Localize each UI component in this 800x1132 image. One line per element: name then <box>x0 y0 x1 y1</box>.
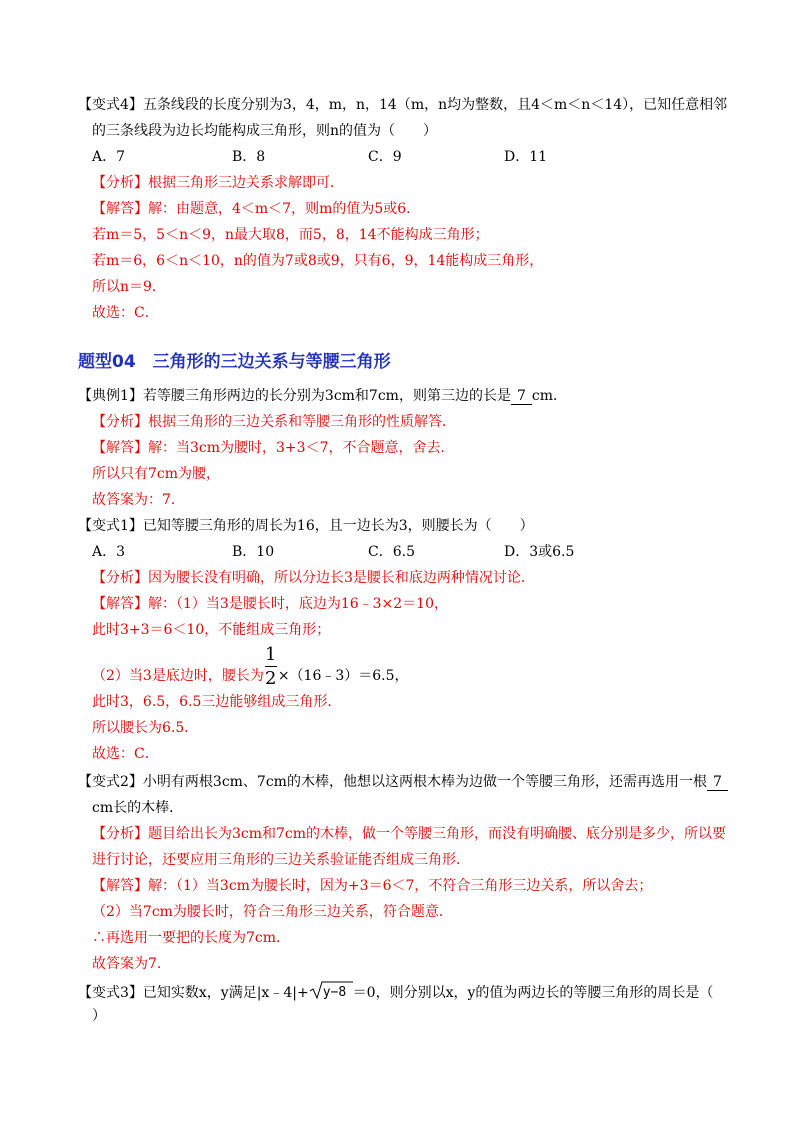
variant1-answer-line1: 【解答】解：（1）当3是腰长时，底边为16﹣3×2＝10， <box>92 596 448 612</box>
fraction-bar <box>265 666 277 667</box>
variant1-answer-line3 <box>92 666 409 686</box>
variant3-question-line1 <box>78 982 713 1003</box>
radicand: y−8 <box>322 985 347 1000</box>
variant4-answer-line1: 【解答】解：由题意，4＜m＜7，则m的值为5或6． <box>92 201 421 217</box>
variant2-analysis-line2: 进行讨论，还要应用三角形的三边关系验证能否组成三角形． <box>92 852 470 868</box>
variant3-question-text: 【变式3】已知实数x，y满足|x﹣4|+ <box>78 985 309 1001</box>
fraction-numerator: 1 <box>265 644 277 665</box>
variant4-question-line1: 【变式4】五条线段的长度分别为3，4，m，n，14（m，n均为整数，且4＜m＜n＜14），已知任意相邻 <box>78 97 728 113</box>
variant2-analysis-line1: 【分析】题目给出长为3cm和7cm的木棒，做一个等腰三角形，而没有明确腰、底分别是多少，所以要 <box>92 826 727 842</box>
example1-answer-line1: 【解答】解：当3cm为腰时，3+3＜7，不合题意，舍去． <box>92 440 455 456</box>
variant2-question-text: 【变式2】小明有两根3cm、7cm的木棒，他想以这两根木棒为边做一个等腰三角形，还需再选用一根 <box>78 774 707 790</box>
variant3-question-line2: ） <box>92 1008 106 1024</box>
example1-answer-line2: 所以只有7cm为腰， <box>92 466 221 482</box>
example1-analysis: 【分析】根据三角形的三边关系和等腰三角形的性质解答． <box>92 414 456 430</box>
one-half-fraction <box>265 644 279 690</box>
square-root-expression <box>309 982 353 1000</box>
variant2-answer-blank: 7 <box>707 774 728 791</box>
variant2-question-line2: cm长的木棒． <box>92 800 184 816</box>
variant1-question: 【变式1】已知等腰三角形的周长为16，且一边长为3，则腰长为（ ） <box>78 518 534 534</box>
variant4-answer-line2: 若m＝5，5＜n＜9，n最大取8，而5，8，14不能构成三角形； <box>92 227 489 243</box>
variant4-question-line2: 的三条线段为边长均能构成三角形，则n的值为（ ） <box>92 123 438 139</box>
variant2-answer-line4: 故答案为7． <box>92 956 171 972</box>
variant3-question-rest: ＝0，则分别以x，y的值为两边长的等腰三角形的周长是（ <box>352 985 714 1001</box>
variant2-answer-line3: ∴再选用一要把的长度为7cm． <box>92 930 291 946</box>
example1-answer-blank: 7 <box>511 388 532 405</box>
variant1-answer-line2: 此时3+3＝6＜10，不能组成三角形； <box>92 622 331 638</box>
variant1-analysis: 【分析】因为腰长没有明确，所以分边长3是腰长和底边两种情况讨论． <box>92 570 535 586</box>
example1-question-text: 【典例1】若等腰三角形两边的长分别为3cm和7cm，则第三边的长是 <box>78 388 511 404</box>
variant4-analysis: 【分析】根据三角形三边关系求解即可． <box>92 175 344 191</box>
example1-question-unit: cm． <box>531 388 567 404</box>
variant1-answer-line4: 此时3，6.5，6.5三边能够组成三角形． <box>92 694 342 710</box>
example1-answer-line3: 故答案为：7． <box>92 492 185 508</box>
variant4-option-a: A．7 <box>92 149 126 165</box>
variant1-answer-line6: 故选：C． <box>92 746 159 762</box>
section-title: 题型04 三角形的三边关系与等腰三角形 <box>78 352 391 372</box>
variant1-answer-line5: 所以腰长为6.5． <box>92 720 199 736</box>
variant1-option-d: D．3或6.5 <box>504 544 575 560</box>
variant4-option-b: B．8 <box>232 149 266 165</box>
variant2-question-line1 <box>78 772 728 792</box>
fraction-denominator: 2 <box>265 668 277 689</box>
variant4-answer-line4: 所以n＝9． <box>92 279 166 295</box>
variant2-answer-line1: 【解答】解：（1）当3cm为腰长时，因为+3＝6＜7，不符合三角形三边关系，所以舍去； <box>92 878 653 894</box>
variant1-option-c: C．6.5 <box>368 544 415 560</box>
variant1-option-a: A．3 <box>92 544 126 560</box>
variant4-answer-line5: 故选：C． <box>92 305 159 321</box>
variant1-answer-line3-text: （2）当3是底边时，腰长为 <box>92 668 264 684</box>
example1-question <box>78 386 567 406</box>
variant4-answer-line3: 若m＝6，6＜n＜10，n的值为7或8或9，只有6，9，14能构成三角形， <box>92 253 544 269</box>
variant4-option-c: C．9 <box>368 149 402 165</box>
variant4-option-d: D．11 <box>504 149 548 165</box>
variant2-answer-line2: （2）当7cm为腰长时，符合三角形三边关系，符合题意． <box>92 904 453 920</box>
variant1-option-b: B．10 <box>232 544 275 560</box>
variant1-answer-line3-expr: ×（16﹣3）＝6.5， <box>277 668 409 684</box>
